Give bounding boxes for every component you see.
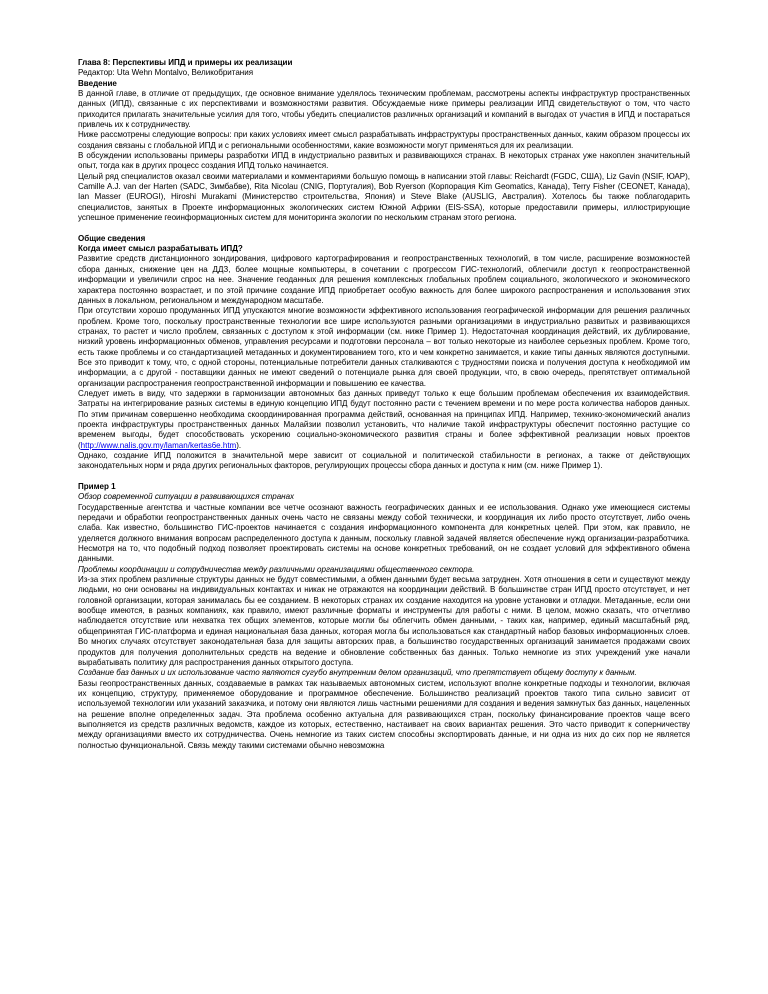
- intro-paragraph-1: В данной главе, в отличие от предыдущих, где основное внимание уделялось техническим проблемам, рассмотрены аспекты инфраструктур пространственных данных (ИПД), связанные с их перспективами и возможностями развития. Обсуждаемые ниже примеры реализации ИПД свидетельствуют о том, что часто приходится прилагать значительные усилия для того, чтобы убедить специалистов различных организаций и компаний в выгодах от участия в ИПД и постараться привлечь их к сотрудничеству.: [78, 89, 690, 130]
- chapter-title: Глава 8: Перспективы ИПД и примеры их реализации: [78, 58, 293, 67]
- general-paragraph-2: При отсутствии хорошо продуманных ИПД упускаются многие возможности эффективного использования географической информации для решения различных проблем. Кроме того, поскольку пространственные технологии все шире используются разными организациями в индустриально развитых и развивающихся странах, то растет и число проблем, связанных с доступом к этой информации (см. ниже Пример 1). Недостаточная координация действий, их дублирование, низкий уровень информационных обменов, управления ресурсами и подготовки персонала – вот только некоторые из наиболее серьезных проблем. Кроме того, есть также проблемы и со стандартизацией метаданных и документированием того, кто и чем конкретно занимается, и какие типы данных являются доступными. Все это приводит к тому, что, с одной стороны, потенциальные потребители данных сталкиваются с трудностями поиска и получения доступа к необходимой им информации, а с другой - поставщики данных не имеют сведений о потенциале рынка для своей продукции, что, в свою очередь, препятствует оптимальной организации распространения геопространственной информации и повышению ее качества.: [78, 306, 690, 388]
- intro-paragraph-4: Целый ряд специалистов оказал своими материалами и комментариями большую помощь в написании этой главы: Reichardt (FGDC, США), Liz Gavin (NSIF, ЮАР), Camille A.J. van der Harten (SADC, Зимбабве), Rita Nicolau (CNIG, Португалия), Bob Ryerson (Корпорация Kim Geomatics, Канада), Terry Fisher (CEONET, Канада), Ian Masser (EUROGI), Hiroshi Murakami (Министерство строительства, Япония) и Steve Blake (AUSLIG, Австралия). Хотелось бы также поблагодарить специалистов, занятых в Проекте информационных экологических систем Южной Африки (EIS-SSA), которые предоставили примеры, иллюстрирующие успешное применение геоинформационных систем для мониторинга экологии по нескольким странам этого региона.: [78, 171, 690, 223]
- intro-heading: Введение: [78, 78, 117, 88]
- intro-paragraph-3: В обсуждении использованы примеры разработки ИПД в индустриально развитых и развивающихся странах. В некоторых странах уже накоплен значительный опыт, тогда как в других процесс создания ИПД только начинается.: [78, 151, 690, 171]
- general-paragraph-3-tail: ).: [236, 440, 242, 450]
- nalis-link[interactable]: http://www.nalis.gov.my/laman/kertas6e.htm: [80, 440, 237, 450]
- example1-subheading-3: Создание баз данных и их использование часто являются сугубо внутренним делом организаций, что препятствует общему доступу к данным.: [78, 668, 637, 678]
- general-paragraph-3: [78, 389, 690, 451]
- general-paragraph-3-text: Следует иметь в виду, что задержки в гармонизации автономных баз данных приведут только к еще большим проблемам обеспечения их взаимодействия. Затраты на интегрирование разных системы в единую концепцию ИПД будут постоянно расти с течением времени и по мере роста количества наборов данных. По этим причинам совершенно необходима скоординированная программа действий, основанная на принципах ИПД. Например, технико-экономический анализ проекта инфраструктуры пространственных данных Малайзии позволил установить, что наличие такой инфраструктуры обеспечит постоянно растущие со временем выгоды, будет способствовать ускорению социально-экономического развития страны и более эффективной реализации новых проектов (: [78, 388, 690, 450]
- section-gap: [78, 224, 690, 234]
- example1-heading: Пример 1: [78, 482, 116, 491]
- example1-paragraph-1: Государственные агентства и частные компании все четче осознают важность географических данных и ее использования. Однако уже имеющиеся системы передачи и обработки геопространственных данных очень часто не связаны между собой технически, и координация их либо просто отсутствует, либо очень слаба. Как известно, большинство ГИС-проектов начинается с создания информационного компонента для конкретных целей. При этом, как правило, не уделяется должного внимания вопросам распределенного доступа к данным, поскольку главной задачей является обеспечение нужд организации-разработчика. Несмотря на то, что подобный подход позволяет проектировать системы на основе конкретных требований, он не создает условий для эффективного обмена данными.: [78, 502, 690, 564]
- general-subheading: Когда имеет смысл разрабатывать ИПД?: [78, 244, 243, 254]
- chapter-editor: Редактор: Uta Wehn Montalvo, Великобритания: [78, 68, 254, 78]
- general-heading: Общие сведения: [78, 233, 146, 243]
- intro-paragraph-2: Ниже рассмотрены следующие вопросы: при каких условиях имеет смысл разрабатывать инфраструктуры пространственных данных, каким образом процессы их создания связаны с глобальной ИПД и с региональными особенностями, какие возможности могут применяться для их реализации.: [78, 130, 690, 150]
- example1-subheading-2: Проблемы координации и сотрудничества между различными организациями общественного сектора.: [78, 564, 475, 574]
- example1-paragraph-2: Из-за этих проблем различные структуры данных не будут совместимыми, а обмен данными будет весьма затруднен. Хотя отношения в сети и существуют между людьми, но они основаны на индивидуальных контактах и никак не отражаются на координации действий. В большинстве стран ИПД просто отсутствует, и нет головной организации, которая занималась бы ее созданием. В некоторых странах их создание находится на уровне установки и отладки. Метаданные, если они вообще имеются, в разных компаниях, как правило, имеют различные форматы и инструменты для работы с ними. В целом, можно сказать, что отчетливо наблюдается отсутствие или нехватка тех общих элементов, которые могли бы облегчить обмен данными, - таких как, например, единый масштабный ряд, общепринятая ГИС-платформа и единая национальная база данных, которая могла бы использоваться как стандартный набор базовых информационных слоев. Во многих случаях отсутствует законодательная база для защиты авторских прав, а большинство государственных организаций занимается продажами своих продуктов для получения дополнительных средств на ведение и обновление собственных баз данных. Только немногие из этих учреждений уже начали вырабатывать политику для распространения данных открытого доступа.: [78, 575, 690, 667]
- example1-subheading-1: Обзор современной ситуации в развивающихся странах: [78, 492, 295, 502]
- section-gap: [78, 472, 690, 482]
- example1-paragraph-3: Базы геопространственных данных, создаваемые в рамках так называемых автономных систем, используют вполне конкретные подходы и технологии, включая их концепцию, структуру, применяемое оборудование и программное обеспечение. Большинство реализаций проектов такого типа сильно зависит от используемой технологии или указаний заказчика, и потому они являются лишь частными решениями для создания и ведения замкнутых баз данных, нацеленных на решение вполне определенных задач. Эта проблема особенно актуальна для развивающихся стран, поскольку финансирование проектов чаще всего выполняется из средств различных ведомств, каждое из которых, естественно, настаивает на своих вариантах решения. Это часто приводит к соперничеству между организациями вместо их сотрудничества. Очень немногие из таких систем способны экспортировать данные, и ни одна из них до сих пор не является полностью функциональной. Связь между такими системами обычно невозможна: [78, 678, 690, 750]
- general-paragraph-4: Однако, создание ИПД положится в значительной мере зависит от социальной и политической стабильности в регионах, а также от действующих законодательных норм и ряда других региональных факторов, регулирующих процессы сбора данных и доступа к ним (см. ниже Пример 1).: [78, 451, 690, 471]
- general-paragraph-1: Развитие средств дистанционного зондирования, цифрового картографирования и геопространственных технологий, в том числе, расширение возможностей сбора данных, снижение цен на ДДЗ, более мощные компьютеры, в сочетании с прогрессом ГИС-технологий, облегчили доступ к геопространственной информации и увеличили спрос на нее. Значение геоданных для решения комплексных глобальных проблем социального, экологического и экономического характера постоянно возрастает, и по этой причине создание ИПД приобретает особую важность для более широкого распространения и использования этих данных в локальном, региональном и международном масштабе.: [78, 254, 690, 305]
